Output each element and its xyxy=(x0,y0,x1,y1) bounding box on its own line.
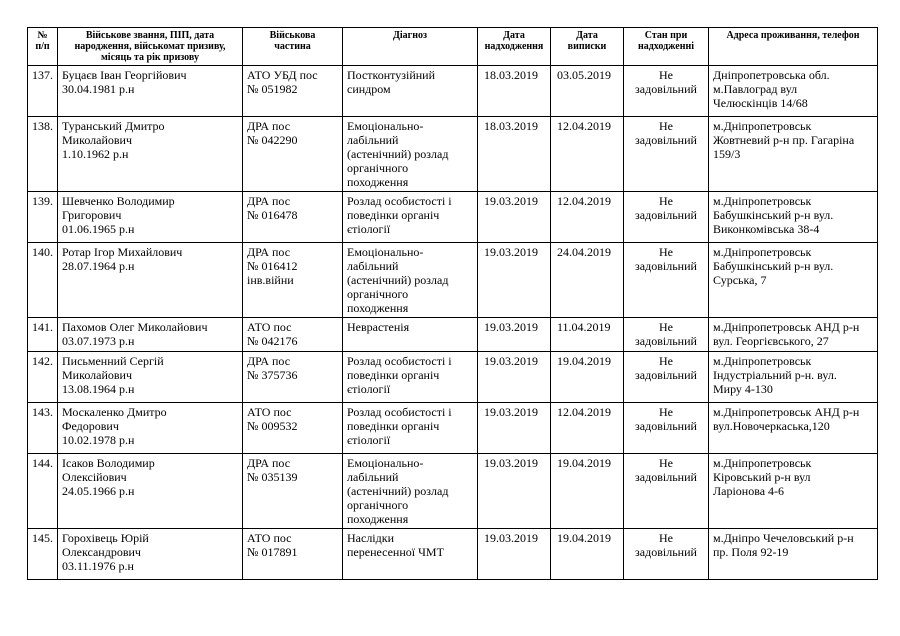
diagnosis: Розлад особистості і поведінки органіч єтіології xyxy=(343,192,478,243)
patient-name: Москаленко Дмитро Федорович 10.02.1978 р.н xyxy=(58,403,243,454)
row-num: 142. xyxy=(28,352,58,403)
header-date-in: Дата надходження xyxy=(478,28,551,66)
row-num: 143. xyxy=(28,403,58,454)
table-row xyxy=(28,454,878,529)
state-text: Не задовільний xyxy=(635,531,697,559)
military-unit: ДРА пос № 035139 xyxy=(243,454,343,529)
diagnosis: Емоціонально- лабільний (астенічний) розлад органічного походження xyxy=(343,454,478,529)
row-num: 139. xyxy=(28,192,58,243)
home-address: м.Дніпро Чечеловський р-н пр. Поля 92-19 xyxy=(709,529,878,580)
row-num: 144. xyxy=(28,454,58,529)
row-num: 145. xyxy=(28,529,58,580)
date-discharged: 12.04.2019 xyxy=(551,192,624,243)
patient-name: Письменний Сергій Миколайович 13.08.1964 р.н xyxy=(58,352,243,403)
home-address: м.Дніпропетровськ Бабушкінський р-н вул. Сурська, 7 xyxy=(709,243,878,318)
state-text: Не задовільний xyxy=(635,68,697,96)
home-address: м.Дніпропетровськ Індустріальний р-н. вул. Миру 4-130 xyxy=(709,352,878,403)
diagnosis: Неврастенія xyxy=(343,318,478,352)
date-discharged: 19.04.2019 xyxy=(551,454,624,529)
military-unit: АТО пос № 042176 xyxy=(243,318,343,352)
diagnosis: Наслідки перенесенної ЧМТ xyxy=(343,529,478,580)
date-admitted: 19.03.2019 xyxy=(478,454,551,529)
date-admitted: 19.03.2019 xyxy=(478,318,551,352)
date-discharged: 24.04.2019 xyxy=(551,243,624,318)
diagnosis: Постконтузійний синдром xyxy=(343,66,478,117)
table-row xyxy=(28,352,878,403)
date-admitted: 19.03.2019 xyxy=(478,243,551,318)
table-row xyxy=(28,243,878,318)
diagnosis: Розлад особистості і поведінки органіч єтіології xyxy=(343,352,478,403)
date-discharged: 11.04.2019 xyxy=(551,318,624,352)
date-discharged: 19.04.2019 xyxy=(551,352,624,403)
date-admitted: 19.03.2019 xyxy=(478,403,551,454)
header-unit: Військова частина xyxy=(243,28,343,66)
admission-state xyxy=(624,454,709,529)
patient-name: Ісаков Володимир Олексійович 24.05.1966 р.н xyxy=(58,454,243,529)
header-name: Військове звання, ПІП, дата народження, військомат призиву, місяць та рік призову xyxy=(58,28,243,66)
row-num: 141. xyxy=(28,318,58,352)
date-admitted: 18.03.2019 xyxy=(478,66,551,117)
header-address: Адреса проживання, телефон xyxy=(709,28,878,66)
admission-state xyxy=(624,403,709,454)
table-row xyxy=(28,529,878,580)
patient-name: Горохівець Юрій Олександрович 03.11.1976 р.н xyxy=(58,529,243,580)
military-unit: АТО пос № 009532 xyxy=(243,403,343,454)
header-date-out: Дата виписки xyxy=(551,28,624,66)
row-num: 140. xyxy=(28,243,58,318)
diagnosis: Емоціонально- лабільний (астенічний) розлад органічного походження xyxy=(343,243,478,318)
date-admitted: 19.03.2019 xyxy=(478,192,551,243)
home-address: Дніпропетровська обл. м.Павлоград вул Челюскінців 14/68 xyxy=(709,66,878,117)
document-page xyxy=(27,27,877,580)
header-num: № п/п xyxy=(28,28,58,66)
home-address: м.Дніпропетровськ Кіровський р-н вул Ларіонова 4-6 xyxy=(709,454,878,529)
date-admitted: 19.03.2019 xyxy=(478,352,551,403)
admission-state xyxy=(624,66,709,117)
table-row xyxy=(28,318,878,352)
admission-state xyxy=(624,352,709,403)
header-state: Стан при надходженні xyxy=(624,28,709,66)
table-row xyxy=(28,192,878,243)
patient-name: Буцаєв Іван Георгійович 30.04.1981 р.н xyxy=(58,66,243,117)
patient-name: Шевченко Володимир Григорович 01.06.1965 р.н xyxy=(58,192,243,243)
header-diagnosis: Діагноз xyxy=(343,28,478,66)
patient-name: Пахомов Олег Миколайович 03.07.1973 р.н xyxy=(58,318,243,352)
military-unit: ДРА пос № 016478 xyxy=(243,192,343,243)
home-address: м.Дніпропетровськ АНД р-н вул. Георгієвського, 27 xyxy=(709,318,878,352)
home-address: м.Дніпропетровськ Жовтневий р-н пр. Гагаріна 159/3 xyxy=(709,117,878,192)
diagnosis: Розлад особистості і поведінки органіч єтіології xyxy=(343,403,478,454)
table-row xyxy=(28,403,878,454)
state-text: Не задовільний xyxy=(635,456,697,484)
admission-state xyxy=(624,529,709,580)
admission-state xyxy=(624,318,709,352)
military-unit: ДРА пос № 375736 xyxy=(243,352,343,403)
military-unit: АТО пос № 017891 xyxy=(243,529,343,580)
table-row xyxy=(28,117,878,192)
state-text: Не задовільний xyxy=(635,119,697,147)
diagnosis: Емоціонально- лабільний (астенічний) розлад органічного походження xyxy=(343,117,478,192)
patient-name: Ротар Ігор Михайлович 28.07.1964 р.н xyxy=(58,243,243,318)
date-admitted: 18.03.2019 xyxy=(478,117,551,192)
table-body xyxy=(28,66,878,580)
state-text: Не задовільний xyxy=(635,320,697,348)
table-header xyxy=(28,28,878,66)
row-num: 137. xyxy=(28,66,58,117)
state-text: Не задовільний xyxy=(635,354,697,382)
date-discharged: 03.05.2019 xyxy=(551,66,624,117)
home-address: м.Дніпропетровськ АНД р-н вул.Новочеркаська,120 xyxy=(709,403,878,454)
admission-state xyxy=(624,243,709,318)
state-text: Не задовільний xyxy=(635,245,697,273)
patients-table xyxy=(27,27,878,580)
date-discharged: 19.04.2019 xyxy=(551,529,624,580)
state-text: Не задовільний xyxy=(635,194,697,222)
date-discharged: 12.04.2019 xyxy=(551,403,624,454)
admission-state xyxy=(624,192,709,243)
military-unit: ДРА пос № 042290 xyxy=(243,117,343,192)
home-address: м.Дніпропетровськ Бабушкінський р-н вул. Виконкомівська 38-4 xyxy=(709,192,878,243)
date-discharged: 12.04.2019 xyxy=(551,117,624,192)
military-unit: ДРА пос № 016412 інв.війни xyxy=(243,243,343,318)
admission-state xyxy=(624,117,709,192)
patient-name: Туранський Дмитро Миколайович 1.10.1962 р.н xyxy=(58,117,243,192)
date-admitted: 19.03.2019 xyxy=(478,529,551,580)
table-row xyxy=(28,66,878,117)
military-unit: АТО УБД пос № 051982 xyxy=(243,66,343,117)
state-text: Не задовільний xyxy=(635,405,697,433)
row-num: 138. xyxy=(28,117,58,192)
